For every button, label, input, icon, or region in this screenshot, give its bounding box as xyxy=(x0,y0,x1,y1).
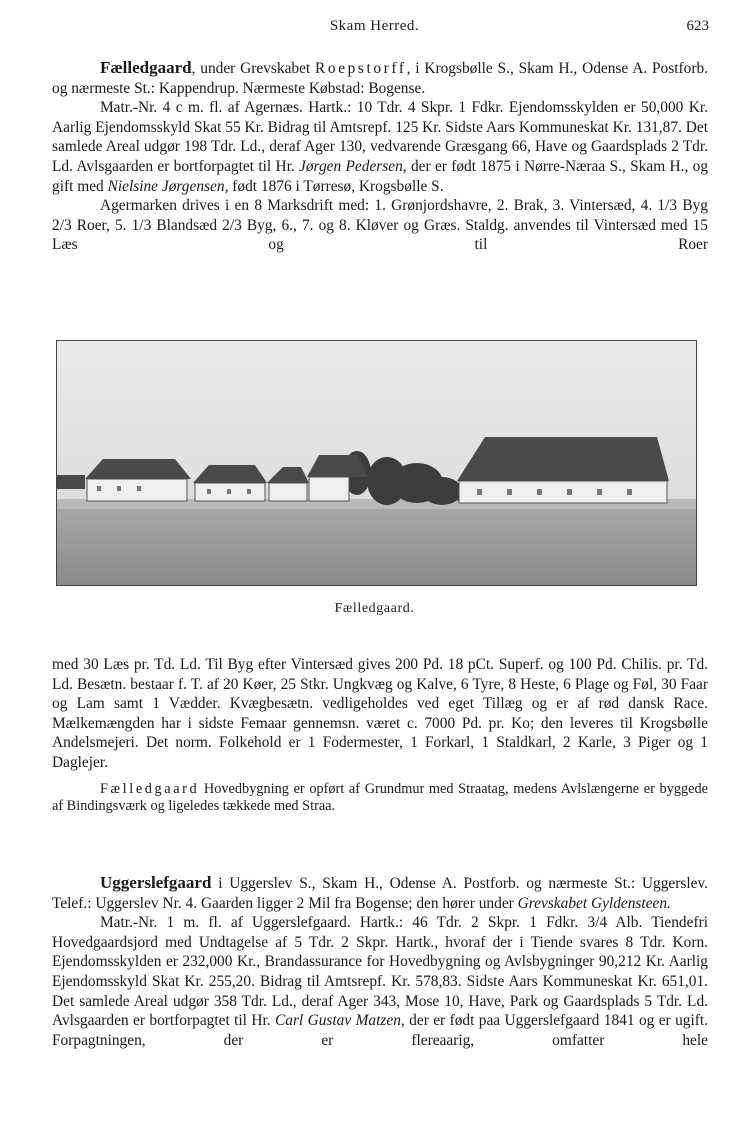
tenant-name: Jørgen Pedersen xyxy=(299,157,403,175)
spouse-name: Nielsine Jørgensen xyxy=(107,177,225,195)
estate-name: Grevskabet Gyldensteen. xyxy=(517,894,671,912)
entry-uggerslefgaard xyxy=(52,873,708,1050)
tenant-name: Carl Gustav Matzen xyxy=(274,1012,401,1030)
paragraph-property: Matr.-Nr. 1 m. fl. af Uggerslefgaard. Hartk.: 46 Tdr. 2 Skpr. 1 Fdkr. 3/4 Alb. Tiendefri Hovedgaardsjord med Undtagelse af 5 Tdr. 2 Skpr. Hartk., hvoraf der i Tiende svares 8 Tdr. Korn. Ejendomsskylden er 232,000 Kr., Brandassurance for Hovedbygning og Avlsbygninger 90,212 Kr. Aarlig Ejendomsskyld Skat Kr. 255,20. Bidrag til Amtsrepf. Kr. 578,83. Sidste Aars Kommuneskat Kr. 651,01. Det samlede Areal udgør 358 Tdr. Ld., deraf Ager 343, Mose 10, Have, Park og Gaardsplads 5 Tdr. Ld. Avlsgaarden er bortforpagtet til Hr. Carl Gustav Matzen, der er født paa Uggerslefgaard 1841 og er ugift. Forpagtningen, der er flereaarig, omfatter hele xyxy=(52,914,708,1049)
paragraph-property: Matr.-Nr. 4 c m. fl. af Agernæs. Hartk.: 10 Tdr. 4 Skpr. 1 Fdkr. Ejendomsskylden er 50,000 Kr. Aarlig Ejendomsskyld Skat 55 Kr. Bidrag til Amtsrepf. 125 Kr. Sidste Aars Kommuneskat Kr. 131,87. Det samlede Areal udgør 198 Tdr. Ld., deraf Ager 130, vedvarende Græsgang 66, Have og Gaardsplads 2 Tdr. Ld. Avlsgaarden er bortforpagtet til Hr. Jørgen Pedersen, der er født 1875 i Nørre-Næraa S., Skam H., og gift med Nielsine Jørgensen, født 1876 i Tørresø, Krogsbølle S. xyxy=(52,99,709,195)
paragraph-buildings: Fælledgaard Hovedbygning er opført af Grundmur med Straatag, medens Avlslængerne er byggede af Bindingsværk og ligeledes tækkede med Straa. xyxy=(52,780,708,815)
farm-illustration xyxy=(57,341,696,585)
entry-title: Fælledgaard xyxy=(100,58,192,77)
entry-faelledgaard-upper xyxy=(52,58,708,255)
entry-faelledgaard-lower xyxy=(52,655,708,816)
spaced-name: Fælledgaard xyxy=(100,780,200,797)
page-number: 623 xyxy=(686,18,709,34)
paragraph-crop-rotation: Agermarken drives i en 8 Marksdrift med: 1. Grønjordshavre, 2. Brak, 3. Vintersæd, 4. 1/3 Byg 2/3 Roer, 5. 1/3 Blandsæd 2/3 Byg, 6., 7. og 8. Kløver og Græs. Staldg. anvendes til Vintersæd med 15 Læs og til Roer xyxy=(52,197,708,254)
entry-intro: Fælledgaard, under Grevskabet Roepstorff, i Krogsbølle S., Skam H., Odense A. Postforb. og nærmeste St.: Kappendrup. Nærmeste Købstad: Bogense. xyxy=(52,58,708,97)
page-header xyxy=(0,18,749,42)
entry-intro: Uggerslefgaard i Uggerslev S., Skam H., Odense A. Postforb. og nærmeste St.: Uggerslev. Telef.: Uggerslev Nr. 4. Gaarden ligger 2 Mil fra Bogense; den hører under Grevskabet Gyldensteen. xyxy=(52,873,708,912)
running-title: Skam Herred. xyxy=(329,18,420,34)
farm-photograph xyxy=(56,340,697,586)
photo-caption: Fælledgaard. xyxy=(334,601,415,616)
paragraph-livestock: med 30 Læs pr. Td. Ld. Til Byg efter Vintersæd gives 200 Pd. 18 pCt. Superf. og 100 Pd. Chilis. pr. Td. Ld. Besætn. bestaar f. T. af 20 Køer, 25 Stkr. Ungkvæg og Kalve, 6 Tyre, 8 Heste, 6 Plage og Føl, 30 Faar og Lam samt 1 Vædder. Kvægbesætn. vedligeholdes ved eget Tillæg og er af rød dansk Race. Mælkemængden har i sidste Femaar gennemsn. været c. 7000 Pd. pr. Ko; den leveres til Krogsbølle Andelsmejeri. Det norm. Folkehold er 1 Fodermester, 1 Forkarl, 1 Staldkarl, 2 Karle, 3 Piger og 1 Daglejer. xyxy=(52,656,708,771)
spaced-name: Roepstorff xyxy=(315,60,407,77)
entry-title: Uggerslefgaard xyxy=(100,873,212,892)
